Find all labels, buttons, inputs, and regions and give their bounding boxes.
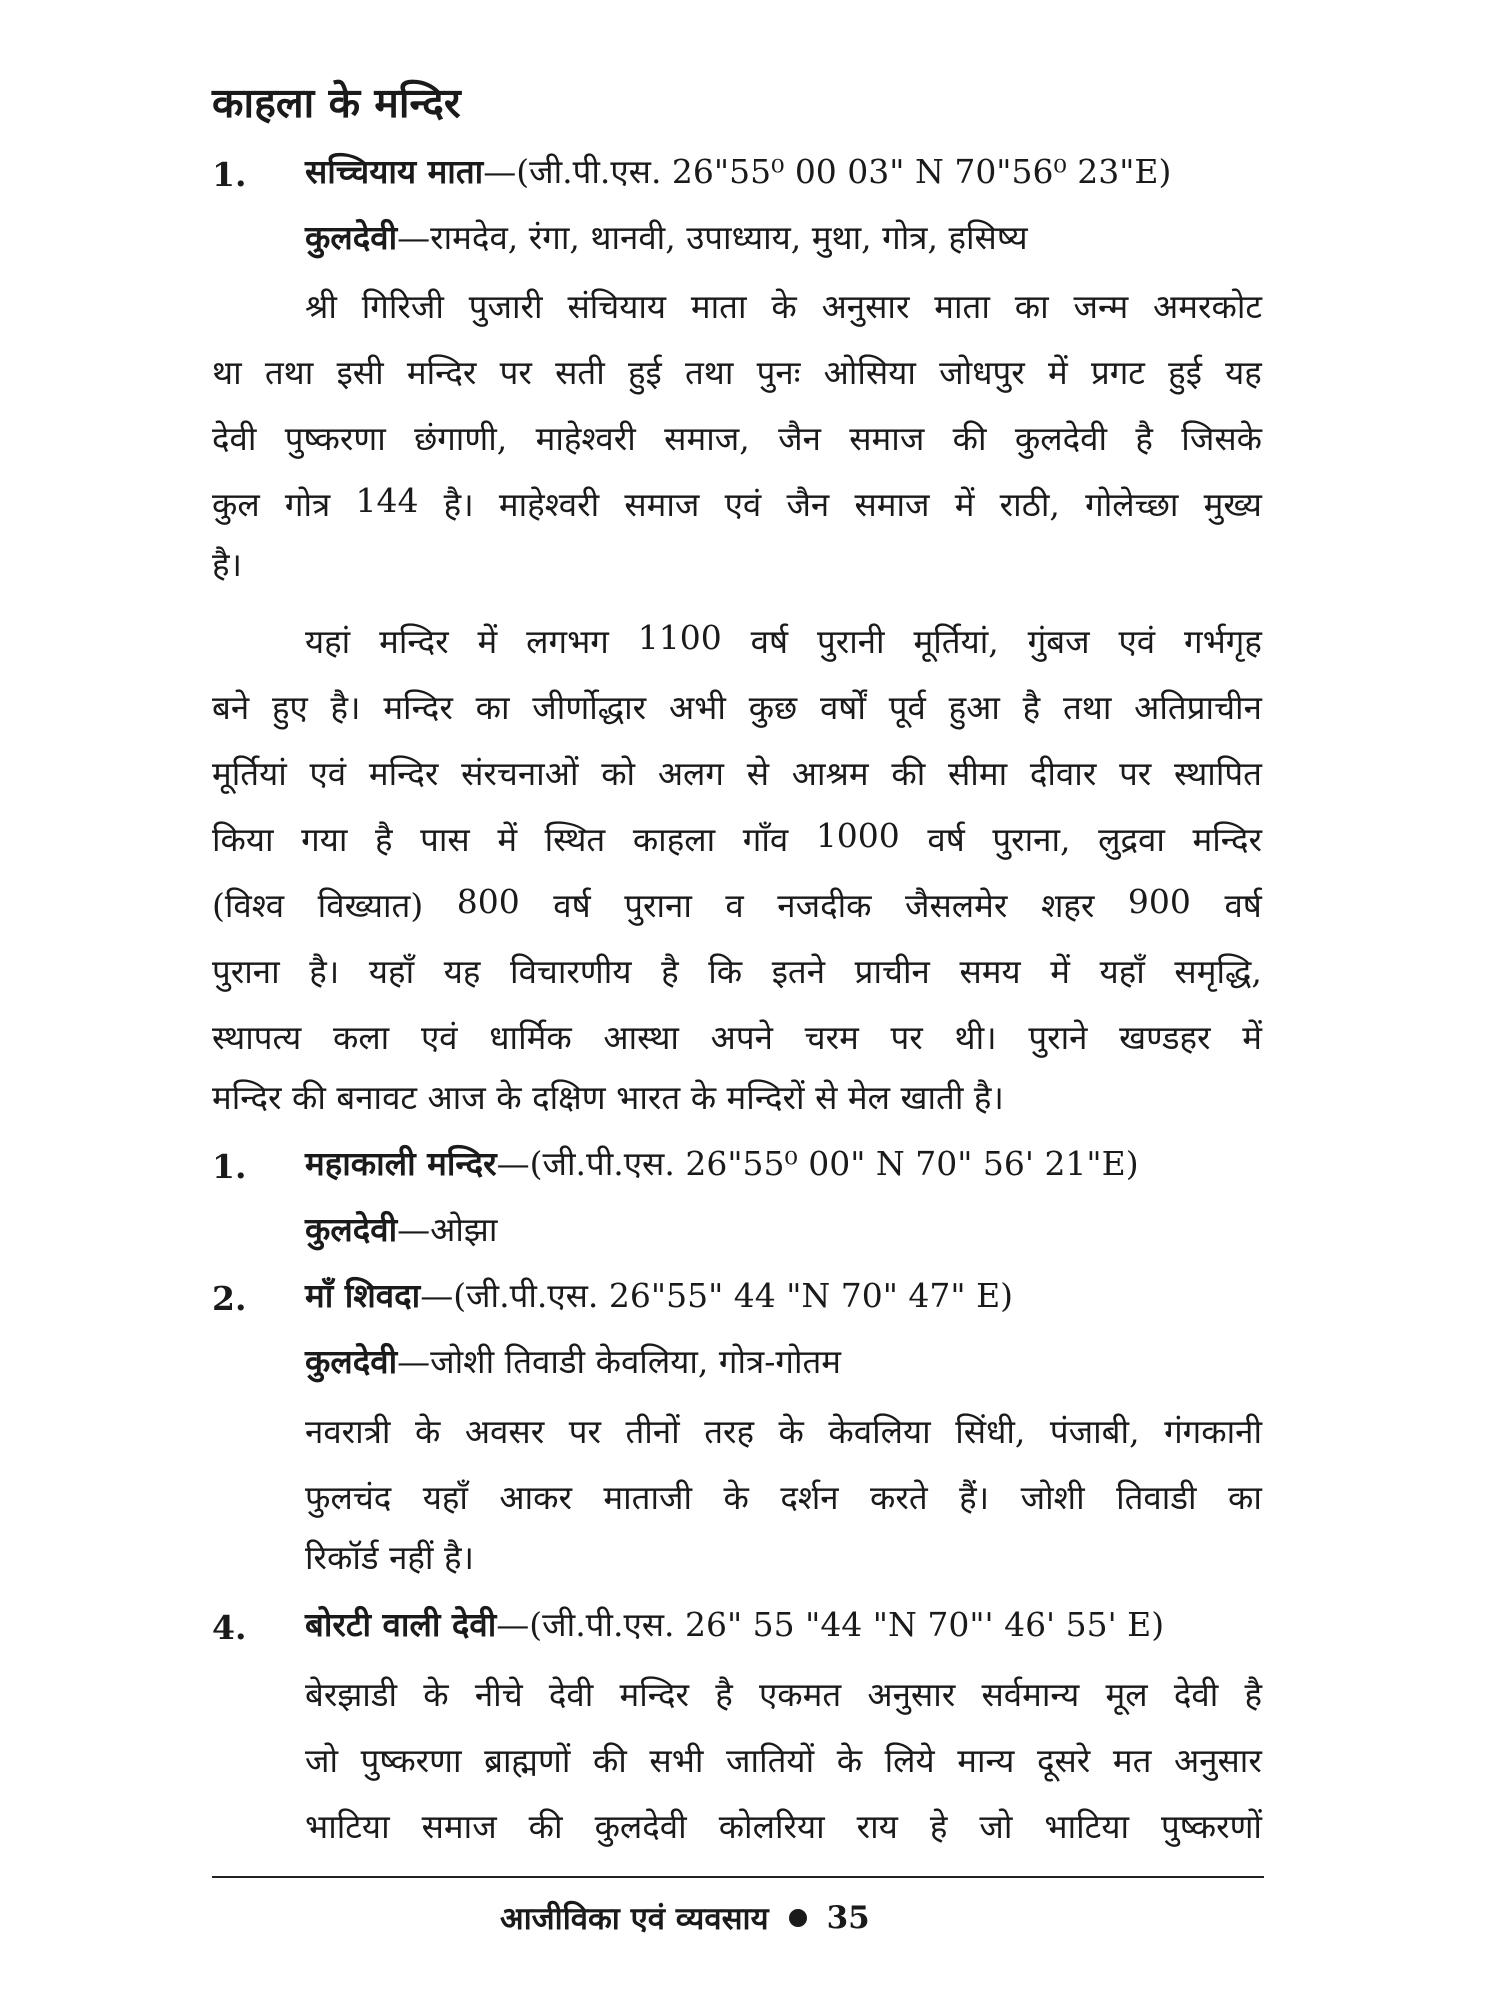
footer-divider — [212, 1876, 1264, 1878]
item-title: सच्चियाय माता — [305, 152, 484, 191]
kuldevi-label: कुलदेवी — [305, 1210, 398, 1249]
item-coordinates: —(जी.पी.एस. 26" 55 "44 "N 70"' 46' 55' E) — [496, 1605, 1165, 1644]
item-title: महाकाली मन्दिर — [305, 1144, 497, 1183]
item-title-line — [305, 1144, 1139, 1184]
paragraph-line: है। — [212, 545, 243, 584]
item-title-line — [305, 1276, 1013, 1316]
paragraph-line: नवरात्री के अवसर पर तीनों तरह के केवलिया सिंधी, पंजाबी, गंगकानी — [305, 1412, 1262, 1451]
kuldevi-text: —ओझा — [397, 1210, 498, 1249]
item-coordinates: —(जी.पी.एस. 26"55" 44 "N 70" 47" E) — [420, 1276, 1014, 1315]
paragraph-line: किया गया है पास में स्थित काहला गाँव 1000 वर्ष पुराना, लुद्रवा मन्दिर — [212, 816, 1262, 859]
kuldevi-text: —जोशी तिवाडी केवलिया, गोत्र-गोतम — [397, 1342, 842, 1381]
kuldevi-line — [305, 218, 1028, 258]
item-coordinates: —(जी.पी.एस. 26"55⁰ 00" N 70" 56' 21"E) — [496, 1144, 1139, 1183]
paragraph-line: बेरझाडी के नीचे देवी मन्दिर है एकमत अनुसार सर्वमान्य मूल देवी है — [305, 1675, 1262, 1714]
item-number: 1. — [212, 155, 247, 194]
paragraph-line: यहां मन्दिर में लगभग 1100 वर्ष पुरानी मूर्तियां, गुंबज एवं गर्भगृह — [305, 618, 1262, 661]
item-number: 2. — [212, 1279, 247, 1318]
paragraph-line: देवी पुष्करणा छंगाणी, माहेश्वरी समाज, जैन समाज की कुलदेवी है जिसके — [212, 419, 1262, 458]
page-footer — [500, 1897, 870, 1939]
paragraph-line: था तथा इसी मन्दिर पर सती हुई तथा पुनः ओसिया जोधपुर में प्रगट हुई यह — [212, 353, 1262, 392]
paragraph-line: श्री गिरिजी पुजारी संचियाय माता के अनुसार माता का जन्म अमरकोट — [305, 287, 1262, 326]
item-title-line — [305, 1605, 1164, 1645]
page-number: 35 — [826, 1900, 870, 1936]
paragraph-line: पुराना है। यहाँ यह विचारणीय है कि इतने प्राचीन समय में यहाँ समृद्धि, — [212, 952, 1262, 991]
kuldevi-text: —रामदेव, रंगा, थानवी, उपाध्याय, मुथा, गोत्र, हसिष्य — [397, 218, 1028, 257]
item-title: बोरटी वाली देवी — [305, 1605, 497, 1644]
paragraph-line: स्थापत्य कला एवं धार्मिक आस्था अपने चरम पर थी। पुराने खण्डहर में — [212, 1018, 1262, 1057]
paragraph-line: मूर्तियां एवं मन्दिर संरचनाओं को अलग से आश्रम की सीमा दीवार पर स्थापित — [212, 754, 1262, 793]
page-heading: काहला के मन्दिर — [212, 79, 461, 127]
item-title-line — [305, 152, 1171, 192]
footer-book-title: आजीविका एवं व्यवसाय — [500, 1901, 769, 1937]
item-number: 1. — [212, 1147, 247, 1186]
item-coordinates: —(जी.पी.एस. 26"55⁰ 00 03" N 70"56⁰ 23"E) — [483, 152, 1172, 191]
paragraph-line: फुलचंद यहाँ आकर माताजी के दर्शन करते हैं। जोशी तिवाडी का — [305, 1478, 1262, 1517]
paragraph-line: रिकॉर्ड नहीं है। — [305, 1538, 474, 1577]
item-title: माँ शिवदा — [305, 1276, 421, 1315]
kuldevi-label: कुलदेवी — [305, 1342, 398, 1381]
paragraph-line: (विश्व विख्यात) 800 वर्ष पुराना व नजदीक जैसलमेर शहर 900 वर्ष — [212, 882, 1262, 925]
paragraph-line: बने हुए है। मन्दिर का जीर्णोद्धार अभी कुछ वर्षों पूर्व हुआ है तथा अतिप्राचीन — [212, 688, 1262, 727]
item-number: 4. — [212, 1608, 247, 1647]
kuldevi-line — [305, 1342, 841, 1382]
kuldevi-label: कुलदेवी — [305, 218, 398, 257]
paragraph-line: मन्दिर की बनावट आज के दक्षिण भारत के मन्दिरों से मेल खाती है। — [212, 1078, 1004, 1117]
paragraph-line: कुल गोत्र 144 है। माहेश्वरी समाज एवं जैन समाज में राठी, गोलेच्छा मुख्य — [212, 481, 1262, 524]
kuldevi-line — [305, 1210, 497, 1250]
paragraph-line: जो पुष्करणा ब्राह्मणों की सभी जातियों के लिये मान्य दूसरे मत अनुसार — [305, 1741, 1262, 1780]
bullet-dot-icon — [789, 1909, 807, 1927]
paragraph-line: भाटिया समाज की कुलदेवी कोलरिया राय हे जो भाटिया पुष्करणों — [305, 1807, 1262, 1846]
